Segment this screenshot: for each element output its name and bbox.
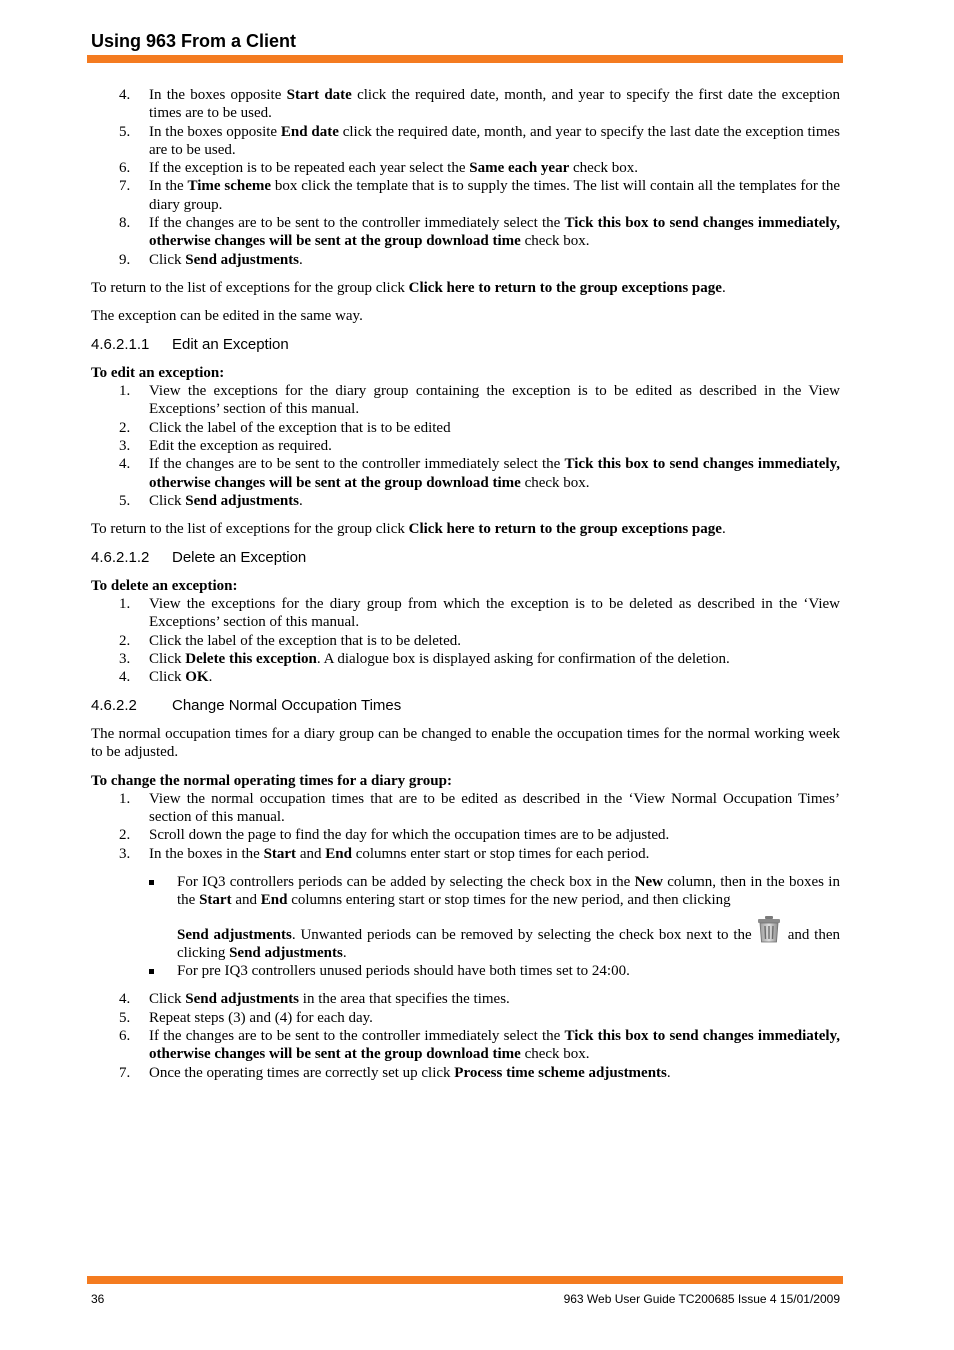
list-item: 5. In the boxes opposite End date click the required date, month, and year to specify the last date the exception times are to be used. [119,123,840,158]
change-steps-list [91,790,840,845]
edit-same-way-paragraph: The exception can be edited in the same way. [91,308,363,325]
list-item: 3. Edit the exception as required. [119,438,332,455]
list-item: 2. Click the label of the exception that is to be edited [119,419,451,436]
list-item: 2. Scroll down the page to find the day for which the occupation times are to be adjusted. [119,827,670,844]
return-link-text: Click here to return to the group exceptions page [408,279,722,296]
page-number: 36 [91,1292,105,1306]
change-paragraph: The normal occupation times for a diary group can be changed to enable the occupation times for the normal working week to be adjusted. [91,725,840,761]
list-item: 5. Click Send adjustments. [119,492,303,509]
bullet-marker [149,880,154,885]
change-steps-list-2 [91,990,840,1081]
list-item: 2. Click the label of the exception that is to be deleted. [119,632,461,649]
section-heading-change: 4.6.2.2 Change Normal Occupation Times [91,696,402,714]
edit-intro: To edit an exception: [91,364,225,381]
list-item: 4. Click OK. [119,669,213,686]
list-item: 9. Click Send adjustments. [119,251,303,268]
list-item: 4. In the boxes opposite Start date click the required date, month, and year to specify the first date the exception times are to be used. [119,87,840,122]
return-paragraph-2: To return to the list of exceptions for the group click Click here to return to the group exceptions page. [91,521,726,538]
list-item: 4. Click Send adjustments in the area that specifies the times. [119,991,510,1008]
list-item: 3. Click Delete this exception. A dialogue box is displayed asking for confirmation of the deletion. [119,651,730,668]
bullet-marker [149,969,154,974]
page-content [91,86,840,1082]
bullet-list [91,873,840,980]
document-reference: 963 Web User Guide TC200685 Issue 4 15/01/2009 [563,1292,840,1306]
list-item: 4. If the changes are to be sent to the controller immediately select the Tick this box to send changes immediately, otherwise changes will be sent at the group download time check box. [119,456,840,491]
change-step-3 [91,845,840,863]
page-title: Using 963 From a Client [91,31,297,51]
header-rule [87,55,843,63]
list-item: 7. Once the operating times are correctly set up click Process time scheme adjustments. [119,1064,671,1081]
list-item: 1. View the exceptions for the diary group from which the exception is to be deleted as described in the ‘View Exceptions’ section of this manual. [119,596,840,631]
list-item: 1. View the exceptions for the diary group containing the exception is to be edited as described in the View Exceptions’ section of this manual. [119,383,840,418]
list-item: 6. If the exception is to be repeated each year select the Same each year check box. [119,160,638,177]
list-item: 6. If the changes are to be sent to the controller immediately select the Tick this box to send changes immediately, otherwise changes will be sent at the group download time check box. [119,1028,840,1063]
steps-list [91,86,840,269]
trash-icon [756,915,782,943]
delete-intro: To delete an exception: [91,577,238,594]
section-heading-delete: 4.6.2.1.2 Delete an Exception [91,548,307,566]
list-item: 7. In the Time scheme box click the template that is to supply the times. The list will contain all the templates for the diary group. [119,178,840,213]
section-heading-edit: 4.6.2.1.1 Edit an Exception [91,335,289,353]
delete-steps-list [91,595,840,686]
edit-steps-list [91,382,840,510]
bullet-item: For pre IQ3 controllers unused periods should have both times set to 24:00. [91,962,840,980]
list-item: 1. View the normal occupation times that are to be edited as described in the ‘View Normal Occupation Times’ section of this manual. [119,790,840,826]
return-link-text-2: Click here to return to the group exceptions page [408,521,722,538]
list-item: 3. In the boxes in the Start and End columns enter start or stop times for each period. [119,845,650,862]
return-paragraph: To return to the list of exceptions for the group click Click here to return to the group exceptions page. [91,279,726,296]
list-item: 8. If the changes are to be sent to the controller immediately select the Tick this box to send changes immediately, otherwise changes will be sent at the group download time check box. [119,215,840,250]
bullet-item: For IQ3 controllers periods can be added by selecting the check box in the New column, then in the boxes in the Start and End columns entering start or stop times for the new period, and then clicking Send adjustments. Unwanted periods can be removed by selecting the check box next to the and then clicking Send adjustments. [91,873,840,962]
change-intro: To change the normal operating times for a diary group: [91,772,452,789]
list-item: 5. Repeat steps (3) and (4) for each day. [119,1009,373,1026]
bullet-continuation: Send adjustments. Unwanted periods can be removed by selecting the check box next to the and then clicking Send adjustments. [177,926,840,963]
footer-rule [87,1276,843,1284]
